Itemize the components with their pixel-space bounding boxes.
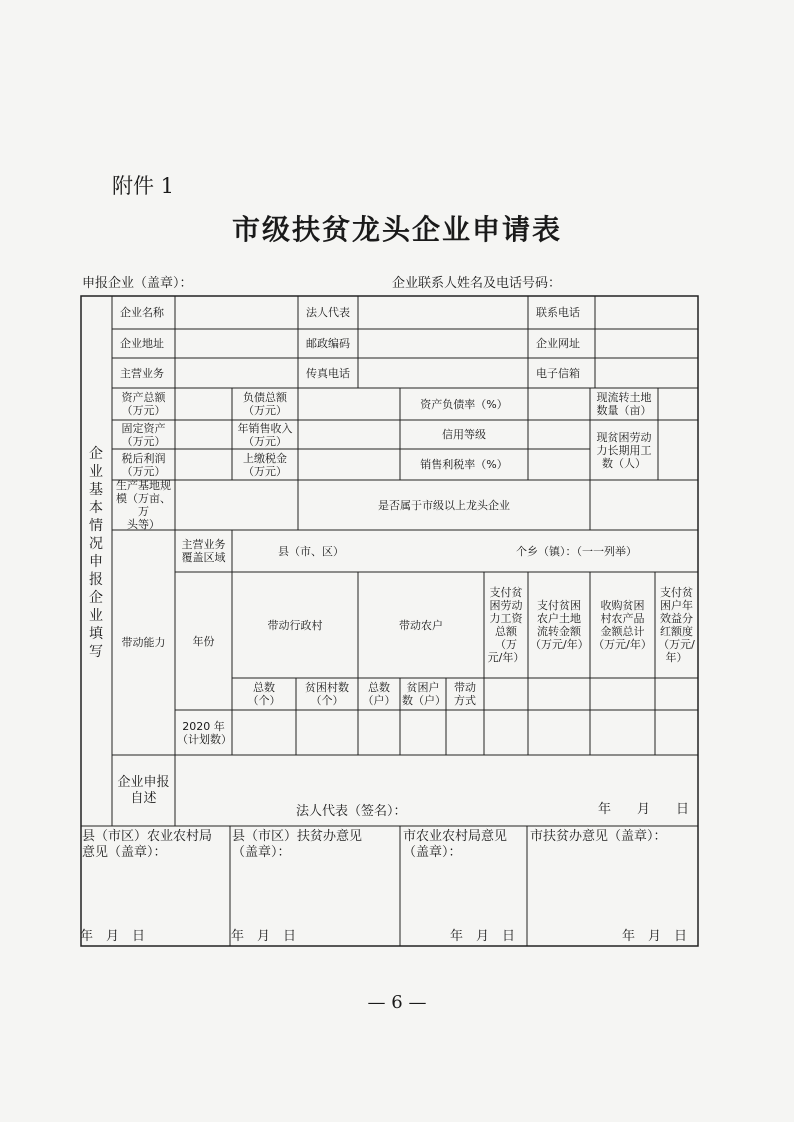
label-tax-paid: 上缴税金 （万元） [243,451,287,478]
label-total-villages: 总数 （个） [247,681,281,707]
label-coverage: 主营业务 覆盖区域 [181,538,226,564]
field-main-business[interactable] [175,358,298,388]
signature-label: 法人代表（签名）： [296,804,407,819]
contact-label: 企业联系人姓名及电话号码： [392,276,562,291]
label-legal-rep: 法人代表 [306,306,350,319]
label-website: 企业网址 [536,337,580,350]
opinion-county-poverty: 县（市区）扶贫办意见 （盖章）： [232,829,363,860]
label-drive-mode: 带动 方式 [454,681,476,707]
label-address: 企业地址 [120,337,164,350]
side-label-char: 业 [89,464,103,480]
statement-date: 年 月 日 [598,802,690,817]
opinion-date-3: 年 月 日 [450,929,516,944]
field-email[interactable] [595,358,698,388]
side-label-char: 企 [89,590,103,606]
label-debt-ratio: 资产负债率（%） [420,397,508,411]
label-poor-villages: 贫困村数 （个） [305,681,349,707]
label-township: 个乡（镇）：（一一列举） [516,544,637,558]
page-number: — 6 — [367,992,427,1013]
label-statement: 企业申报 自述 [117,774,170,806]
label-after-tax-profit: 税后利润 （万元） [121,451,166,478]
label-base-scale: 生产基地规 模（万亩、万 头等） [116,479,171,531]
label-total-assets: 资产总额 （万元） [121,391,166,417]
label-fixed-assets: 固定资产 （万元） [121,421,166,448]
side-label-char: 填 [89,626,103,642]
label-farmers: 带动农户 [399,618,443,632]
label-land-transfer: 现流转土地 数量（亩） [596,391,652,417]
field-statement[interactable] [175,755,698,803]
side-label-char: 报 [89,572,103,588]
label-drive-capacity: 带动能力 [121,636,166,649]
side-label-char: 本 [89,500,103,516]
label-total-liabilities: 负债总额 （万元） [243,391,287,417]
label-poor-households: 贫困户 数（户） [402,681,446,707]
label-credit-level: 信用等级 [442,428,486,441]
field-legal-rep[interactable] [358,296,528,329]
attachment-label: 附件 1 [112,174,175,198]
field-company-name[interactable] [175,296,298,329]
label-land-fee: 支付贫困 农户土地 流转金额 （万元/年） [530,599,589,651]
label-main-business: 主营业务 [120,366,164,380]
label-annual-sales: 年销售收入 （万元） [237,421,293,448]
field-fax[interactable] [358,358,528,388]
side-label-char: 况 [89,536,103,552]
label-is-leading: 是否属于市级以上龙头企业 [378,498,510,512]
label-sales-profit-rate: 销售利税率（%） [420,458,508,471]
side-label [82,445,110,661]
opinion-county-agri: 县（市区）农业农村局 意见（盖章）： [82,829,213,860]
label-villages: 带动行政村 [267,618,323,632]
side-label-char: 基 [89,482,103,498]
label-email: 电子信箱 [536,366,580,380]
side-label-char: 企 [89,446,103,462]
label-dividend: 支付贫 困户年 效益分 红额度 （万元/ 年） [658,586,695,664]
field-address[interactable] [175,329,298,358]
side-label-char: 申 [89,554,103,570]
opinion-date-2: 年 月 日 [231,929,297,944]
label-purchase: 收购贫困 村农产品 金额总计 （万元/年） [593,599,652,651]
label-company-name: 企业名称 [120,306,164,319]
label-county: 县（市、区） [278,544,344,558]
side-label-char: 业 [89,608,103,624]
opinion-city-poverty: 市扶贫办意见（盖章）： [530,829,667,844]
side-label-char: 情 [89,518,103,534]
form-title: 市级扶贫龙头企业申请表 [231,213,562,246]
opinion-date-4: 年 月 日 [622,929,688,944]
opinion-city-agri: 市农业农村局意见 （盖章）： [403,829,508,860]
label-wages: 支付贫 困劳动 力工资 总额（万 元/年） [487,586,525,664]
label-postcode: 邮政编码 [306,337,350,350]
field-website[interactable] [595,329,698,358]
side-label-char: 写 [89,644,103,660]
field-postcode[interactable] [358,329,528,358]
label-fax: 传真电话 [306,366,350,380]
label-year: 年份 [192,634,215,648]
label-phone: 联系电话 [536,306,580,319]
label-year-2020: 2020 年 （计划数） [177,719,232,746]
label-poor-labor: 现贫困劳动 力长期用工 数（人） [596,430,652,470]
opinion-date-1: 年 月 日 [80,929,146,944]
field-phone[interactable] [595,296,698,329]
label-total-households: 总数 （户） [362,681,396,707]
applicant-label: 申报企业（盖章）： [82,276,193,291]
